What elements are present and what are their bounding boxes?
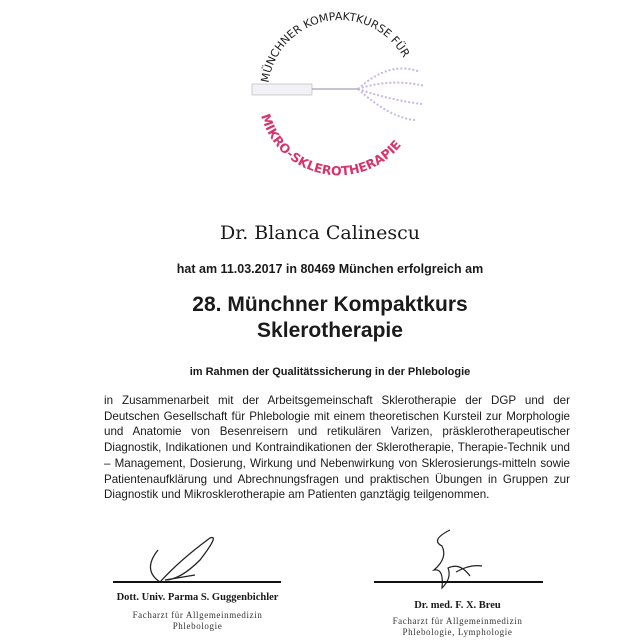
signatory-specialty: Phlebologie bbox=[172, 621, 223, 631]
course-title-line2: Sklerotherapie bbox=[257, 319, 403, 342]
course-description: in Zusammenarbeit mit der Arbeitsgemeinschaft Sklerotherapie der DGP und der Deutschen Gesellschaft für Phlebologie mit einem theoretischen Kursteil zur Morphologie und Anatomie von Besenreisern und retikulären Varizen, präsklerotherapeutischer Diagnostik, Indikationen und Kontraindikationen der Sklerotherapie, Therapie-Technik und – Management, Dosierung, Wirkung und Nebenwirkung von Sklerosierungs-mitteln sowie Patientenaufklärung und Abrechnungsfragen und praktischen Übungen in Gruppen zur Diagnostik und Mikrosklerotherapie am Patienten ganztägig teilgenommen. bbox=[104, 394, 570, 502]
syringe-icon bbox=[252, 68, 425, 120]
signature-guggenbichler bbox=[140, 530, 230, 588]
signatory-name: Dr. med. F. X. Breu bbox=[414, 600, 501, 611]
signature-line-right bbox=[374, 581, 543, 583]
signatory-role: Facharzt für Allgemeinmedizin bbox=[392, 616, 523, 626]
signature-line-left bbox=[113, 581, 281, 583]
signatory-role: Facharzt für Allgemeinmedizin bbox=[132, 610, 263, 620]
logo-top-text: MÜNCHNER KOMPAKTKURSE FÜR bbox=[258, 9, 413, 84]
course-title-line1: 28. Münchner Kompaktkurs bbox=[192, 293, 468, 316]
completion-statement: hat am 11.03.2017 in 80469 München erfolgreich am bbox=[176, 262, 484, 276]
course-title bbox=[10, 292, 640, 344]
logo-bottom-text: MIKRO-SKLEROTHERAPIE bbox=[258, 111, 404, 179]
signatory-name: Dott. Univ. Parma S. Guggenbichler bbox=[116, 592, 279, 603]
course-subtitle: im Rahmen der Qualitätssicherung in der Phlebologie bbox=[189, 366, 471, 378]
signature-breu bbox=[420, 528, 500, 596]
recipient-name: Dr. Blanca Calinescu bbox=[219, 222, 421, 244]
signatory-specialty: Phlebologie, Lymphologie bbox=[402, 627, 513, 637]
course-logo bbox=[240, 0, 440, 200]
